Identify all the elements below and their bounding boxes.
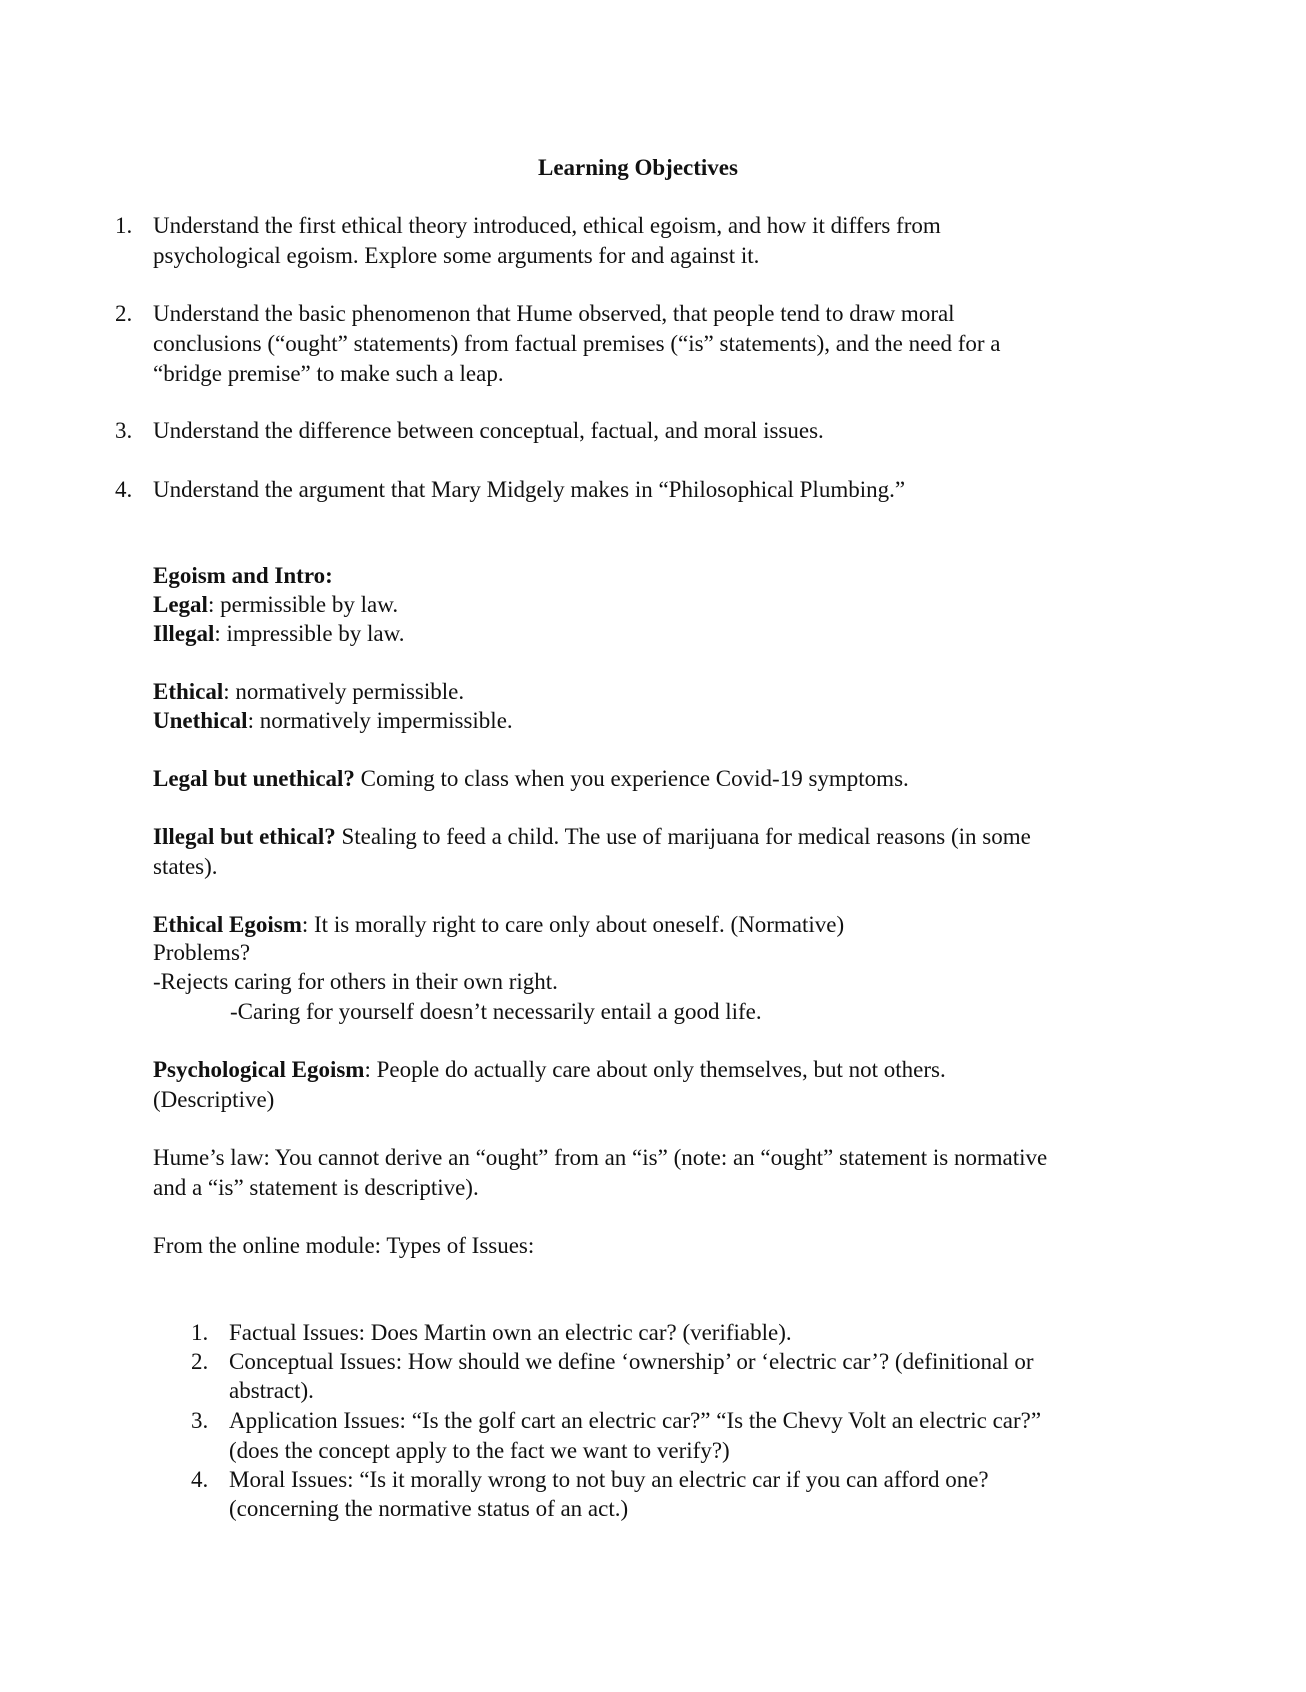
list-number: 2.	[191, 1349, 209, 1374]
definition-ethical: Ethical: normatively permissible.	[153, 679, 465, 704]
problem-item: -Rejects caring for others in their own right.	[153, 969, 558, 994]
list-number: 3.	[191, 1408, 209, 1433]
legal-but-unethical: Legal but unethical? Coming to class when you experience Covid-19 symptoms.	[153, 766, 909, 791]
page-title: Learning Objectives	[538, 155, 738, 180]
list-number: 2.	[115, 301, 133, 326]
list-item-line: (concerning the normative status of an act.)	[229, 1496, 629, 1521]
list-item-line: (does the concept apply to the fact we want to verify?)	[229, 1438, 730, 1463]
section-heading: Egoism and Intro:	[153, 563, 333, 588]
list-item-line: Understand the first ethical theory introduced, ethical egoism, and how it differs from	[153, 213, 941, 238]
psychological-egoism-cont: (Descriptive)	[153, 1087, 275, 1112]
definition-legal: Legal: permissible by law.	[153, 592, 399, 617]
list-item-line: Moral Issues: “Is it morally wrong to not buy an electric car if you can afford one?	[229, 1467, 989, 1492]
list-item-line: Conceptual Issues: How should we define ‘ownership’ or ‘electric car’? (definitional or	[229, 1349, 1034, 1374]
illegal-but-ethical: Illegal but ethical? Stealing to feed a child. The use of marijuana for medical reasons (in some	[153, 824, 1031, 849]
definition-ethical-egoism: Ethical Egoism: It is morally right to care only about oneself. (Normative)	[153, 912, 845, 937]
list-item-line: Understand the argument that Mary Midgely makes in “Philosophical Plumbing.”	[153, 477, 906, 502]
list-item-line: psychological egoism. Explore some arguments for and against it.	[153, 243, 760, 268]
illegal-but-ethical-cont: states).	[153, 854, 218, 879]
list-item-line: abstract).	[229, 1378, 314, 1403]
list-number: 1.	[115, 213, 133, 238]
problems-label: Problems?	[153, 940, 251, 965]
list-item-line: Understand the difference between conceptual, factual, and moral issues.	[153, 418, 824, 443]
definition-unethical: Unethical: normatively impermissible.	[153, 708, 513, 733]
humes-law-cont: and a “is” statement is descriptive).	[153, 1175, 479, 1200]
module-heading: From the online module: Types of Issues:	[153, 1233, 535, 1258]
list-number: 1.	[191, 1320, 209, 1345]
list-item-line: “bridge premise” to make such a leap.	[153, 361, 504, 386]
humes-law: Hume’s law: You cannot derive an “ought” from an “is” (note: an “ought” statement is normative	[153, 1145, 1048, 1170]
definition-illegal: Illegal: impressible by law.	[153, 621, 405, 646]
list-item-line: Understand the basic phenomenon that Hume observed, that people tend to draw moral	[153, 301, 955, 326]
list-item-line: Factual Issues: Does Martin own an electric car? (verifiable).	[229, 1320, 792, 1345]
definition-psychological-egoism: Psychological Egoism: People do actually care about only themselves, but not others.	[153, 1057, 946, 1082]
list-item-line: conclusions (“ought” statements) from factual premises (“is” statements), and the need for a	[153, 331, 1001, 356]
list-item-line: Application Issues: “Is the golf cart an electric car?” “Is the Chevy Volt an electric car?”	[229, 1408, 1042, 1433]
problem-subitem: -Caring for yourself doesn’t necessarily entail a good life.	[230, 999, 762, 1024]
list-number: 4.	[115, 477, 133, 502]
list-number: 4.	[191, 1467, 209, 1492]
list-number: 3.	[115, 418, 133, 443]
